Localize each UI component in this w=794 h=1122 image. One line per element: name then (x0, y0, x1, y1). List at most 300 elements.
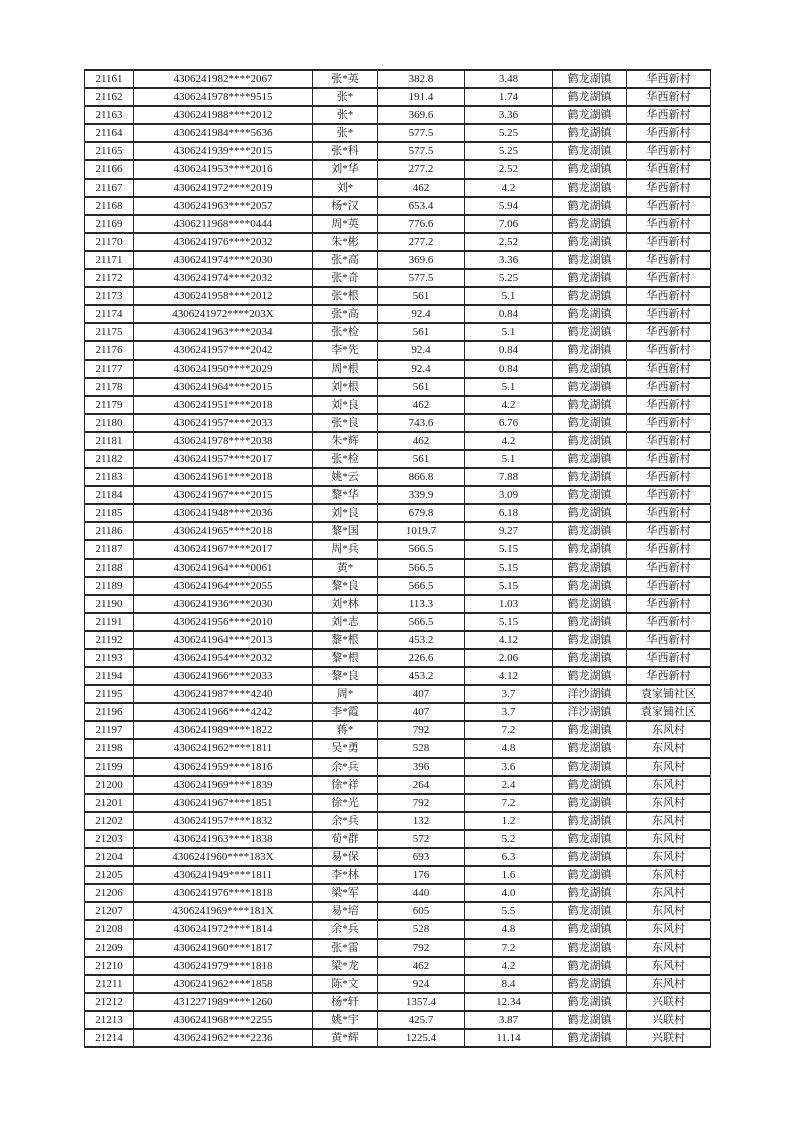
cell-area: 2.52 (465, 160, 553, 178)
cell-name: 易*保 (313, 848, 378, 866)
cell-id-number: 4306241958****2012 (134, 287, 313, 305)
cell-area: 4.8 (465, 920, 553, 938)
cell-village: 东风村 (627, 884, 711, 902)
cell-village: 兴联村 (627, 1029, 711, 1047)
cell-serial-no: 21181 (85, 432, 134, 450)
table-row (85, 794, 711, 812)
cell-town: 鹤龙湖镇 (553, 920, 627, 938)
cell-village: 华西新村 (627, 70, 711, 88)
cell-serial-no: 21203 (85, 830, 134, 848)
cell-serial-no: 21195 (85, 685, 134, 703)
cell-id-number: 4306241968****2255 (134, 1011, 313, 1029)
cell-name: 周* (313, 685, 378, 703)
table-row (85, 975, 711, 993)
cell-amount: 866.8 (378, 468, 465, 486)
table-row (85, 703, 711, 721)
cell-name: 黄* (313, 559, 378, 577)
cell-name: 易*培 (313, 902, 378, 920)
table-row (85, 776, 711, 794)
cell-area: 5.94 (465, 197, 553, 215)
cell-amount: 92.4 (378, 360, 465, 378)
cell-amount: 462 (378, 179, 465, 197)
cell-serial-no: 21178 (85, 378, 134, 396)
cell-id-number: 4306241963****1838 (134, 830, 313, 848)
cell-amount: 191.4 (378, 88, 465, 106)
cell-amount: 924 (378, 975, 465, 993)
cell-area: 5.1 (465, 287, 553, 305)
cell-serial-no: 21168 (85, 197, 134, 215)
cell-amount: 561 (378, 450, 465, 468)
cell-amount: 561 (378, 323, 465, 341)
cell-area: 4.2 (465, 432, 553, 450)
cell-serial-no: 21186 (85, 522, 134, 540)
cell-id-number: 4306241962****1858 (134, 975, 313, 993)
cell-amount: 462 (378, 957, 465, 975)
cell-area: 2.06 (465, 649, 553, 667)
cell-name: 徐*光 (313, 794, 378, 812)
cell-serial-no: 21210 (85, 957, 134, 975)
cell-name: 周*根 (313, 360, 378, 378)
table-row (85, 830, 711, 848)
cell-area: 7.2 (465, 721, 553, 739)
cell-village: 华西新村 (627, 432, 711, 450)
cell-amount: 132 (378, 812, 465, 830)
cell-amount: 561 (378, 378, 465, 396)
cell-id-number: 4306241987****4240 (134, 685, 313, 703)
cell-village: 华西新村 (627, 142, 711, 160)
table-row (85, 812, 711, 830)
cell-amount: 176 (378, 866, 465, 884)
cell-id-number: 4306241979****1818 (134, 957, 313, 975)
cell-name: 李*林 (313, 866, 378, 884)
cell-village: 东风村 (627, 830, 711, 848)
cell-area: 3.36 (465, 106, 553, 124)
cell-village: 东风村 (627, 721, 711, 739)
cell-town: 鹤龙湖镇 (553, 758, 627, 776)
cell-village: 华西新村 (627, 251, 711, 269)
cell-serial-no: 21185 (85, 504, 134, 522)
cell-name: 姚*宇 (313, 1011, 378, 1029)
cell-village: 华西新村 (627, 468, 711, 486)
table-row (85, 88, 711, 106)
cell-town: 鹤龙湖镇 (553, 957, 627, 975)
cell-serial-no: 21169 (85, 215, 134, 233)
table-row (85, 341, 711, 359)
cell-town: 鹤龙湖镇 (553, 142, 627, 160)
cell-name: 黎*良 (313, 667, 378, 685)
cell-serial-no: 21175 (85, 323, 134, 341)
cell-area: 4.12 (465, 631, 553, 649)
cell-village: 华西新村 (627, 323, 711, 341)
cell-village: 华西新村 (627, 215, 711, 233)
cell-amount: 453.2 (378, 667, 465, 685)
cell-name: 陈*文 (313, 975, 378, 993)
cell-id-number: 4306241950****2029 (134, 360, 313, 378)
cell-serial-no: 21206 (85, 884, 134, 902)
cell-area: 5.15 (465, 577, 553, 595)
cell-id-number: 4306241963****2034 (134, 323, 313, 341)
table-row (85, 269, 711, 287)
cell-id-number: 4306241964****2013 (134, 631, 313, 649)
cell-amount: 277.2 (378, 160, 465, 178)
table-row (85, 721, 711, 739)
cell-amount: 440 (378, 884, 465, 902)
table-row (85, 884, 711, 902)
cell-serial-no: 21192 (85, 631, 134, 649)
cell-amount: 776.6 (378, 215, 465, 233)
cell-village: 华西新村 (627, 667, 711, 685)
cell-amount: 792 (378, 721, 465, 739)
cell-serial-no: 21187 (85, 540, 134, 558)
cell-serial-no: 21170 (85, 233, 134, 251)
cell-name: 黎*良 (313, 577, 378, 595)
cell-amount: 679.8 (378, 504, 465, 522)
cell-name: 黎*国 (313, 522, 378, 540)
cell-town: 鹤龙湖镇 (553, 577, 627, 595)
cell-amount: 226.6 (378, 649, 465, 667)
cell-area: 5.15 (465, 559, 553, 577)
cell-id-number: 4312271989****1260 (134, 993, 313, 1011)
cell-serial-no: 21161 (85, 70, 134, 88)
cell-area: 7.2 (465, 794, 553, 812)
cell-id-number: 4306241957****2017 (134, 450, 313, 468)
cell-amount: 92.4 (378, 341, 465, 359)
cell-area: 0.84 (465, 360, 553, 378)
cell-village: 东风村 (627, 739, 711, 757)
table-row (85, 577, 711, 595)
cell-village: 华西新村 (627, 360, 711, 378)
cell-name: 刘*志 (313, 613, 378, 631)
cell-name: 刘*华 (313, 160, 378, 178)
cell-area: 3.6 (465, 758, 553, 776)
cell-area: 4.8 (465, 739, 553, 757)
cell-area: 1.74 (465, 88, 553, 106)
cell-serial-no: 21182 (85, 450, 134, 468)
table-row (85, 649, 711, 667)
cell-area: 2.52 (465, 233, 553, 251)
cell-town: 鹤龙湖镇 (553, 522, 627, 540)
cell-amount: 566.5 (378, 613, 465, 631)
cell-area: 5.1 (465, 323, 553, 341)
cell-name: 梁*龙 (313, 957, 378, 975)
cell-serial-no: 21204 (85, 848, 134, 866)
cell-amount: 566.5 (378, 540, 465, 558)
cell-amount: 653.4 (378, 197, 465, 215)
cell-amount: 577.5 (378, 269, 465, 287)
cell-village: 兴联村 (627, 993, 711, 1011)
cell-serial-no: 21164 (85, 124, 134, 142)
cell-amount: 339.9 (378, 486, 465, 504)
cell-town: 鹤龙湖镇 (553, 848, 627, 866)
cell-id-number: 4306211968****0444 (134, 215, 313, 233)
cell-village: 华西新村 (627, 233, 711, 251)
table-row (85, 251, 711, 269)
cell-village: 东风村 (627, 866, 711, 884)
cell-village: 袁家铺社区 (627, 703, 711, 721)
table-row (85, 848, 711, 866)
cell-id-number: 4306241936****2030 (134, 595, 313, 613)
cell-village: 华西新村 (627, 341, 711, 359)
cell-name: 蒋* (313, 721, 378, 739)
cell-village: 华西新村 (627, 595, 711, 613)
cell-village: 东风村 (627, 812, 711, 830)
cell-id-number: 4306241957****1832 (134, 812, 313, 830)
cell-name: 余*兵 (313, 920, 378, 938)
cell-town: 鹤龙湖镇 (553, 179, 627, 197)
cell-name: 张*高 (313, 305, 378, 323)
table-row (85, 667, 711, 685)
cell-name: 余*兵 (313, 812, 378, 830)
cell-id-number: 4306241966****4242 (134, 703, 313, 721)
table-row (85, 450, 711, 468)
cell-serial-no: 21171 (85, 251, 134, 269)
cell-serial-no: 21162 (85, 88, 134, 106)
cell-village: 华西新村 (627, 559, 711, 577)
cell-village: 华西新村 (627, 305, 711, 323)
table-row (85, 233, 711, 251)
cell-area: 6.76 (465, 414, 553, 432)
cell-town: 鹤龙湖镇 (553, 613, 627, 631)
cell-area: 7.06 (465, 215, 553, 233)
table-row (85, 160, 711, 178)
table-row (85, 179, 711, 197)
cell-name: 周*兵 (313, 540, 378, 558)
cell-town: 鹤龙湖镇 (553, 450, 627, 468)
cell-amount: 577.5 (378, 142, 465, 160)
table-row (85, 920, 711, 938)
cell-area: 5.25 (465, 269, 553, 287)
cell-amount: 566.5 (378, 559, 465, 577)
cell-name: 张* (313, 124, 378, 142)
table-row (85, 595, 711, 613)
cell-area: 8.4 (465, 975, 553, 993)
cell-area: 4.2 (465, 957, 553, 975)
cell-serial-no: 21166 (85, 160, 134, 178)
cell-name: 张* (313, 88, 378, 106)
cell-village: 华西新村 (627, 522, 711, 540)
cell-id-number: 4306241951****2018 (134, 396, 313, 414)
cell-id-number: 4306241939****2015 (134, 142, 313, 160)
cell-serial-no: 21205 (85, 866, 134, 884)
table-row (85, 414, 711, 432)
cell-name: 张* (313, 106, 378, 124)
cell-amount: 92.4 (378, 305, 465, 323)
cell-town: 鹤龙湖镇 (553, 739, 627, 757)
cell-area: 3.87 (465, 1011, 553, 1029)
cell-serial-no: 21190 (85, 595, 134, 613)
cell-area: 7.88 (465, 468, 553, 486)
cell-amount: 743.6 (378, 414, 465, 432)
cell-id-number: 4306241976****1818 (134, 884, 313, 902)
cell-name: 张*奇 (313, 269, 378, 287)
cell-village: 华西新村 (627, 450, 711, 468)
cell-town: 鹤龙湖镇 (553, 414, 627, 432)
cell-area: 6.3 (465, 848, 553, 866)
cell-id-number: 4306241978****9515 (134, 88, 313, 106)
cell-village: 华西新村 (627, 269, 711, 287)
cell-serial-no: 21194 (85, 667, 134, 685)
cell-serial-no: 21200 (85, 776, 134, 794)
beneficiary-table (84, 69, 711, 1048)
beneficiary-table-body (85, 70, 711, 1047)
cell-area: 3.36 (465, 251, 553, 269)
cell-name: 徐*祥 (313, 776, 378, 794)
cell-town: 鹤龙湖镇 (553, 432, 627, 450)
cell-village: 华西新村 (627, 414, 711, 432)
cell-amount: 528 (378, 920, 465, 938)
cell-area: 3.7 (465, 685, 553, 703)
cell-name: 刘*林 (313, 595, 378, 613)
cell-town: 鹤龙湖镇 (553, 360, 627, 378)
cell-town: 鹤龙湖镇 (553, 287, 627, 305)
cell-id-number: 4306241957****2042 (134, 341, 313, 359)
cell-name: 张*检 (313, 323, 378, 341)
cell-village: 东风村 (627, 794, 711, 812)
cell-id-number: 4306241972****203X (134, 305, 313, 323)
cell-village: 华西新村 (627, 396, 711, 414)
cell-serial-no: 21208 (85, 920, 134, 938)
cell-area: 5.25 (465, 142, 553, 160)
cell-serial-no: 21177 (85, 360, 134, 378)
cell-id-number: 4306241953****2016 (134, 160, 313, 178)
cell-village: 华西新村 (627, 88, 711, 106)
table-row (85, 124, 711, 142)
cell-town: 鹤龙湖镇 (553, 721, 627, 739)
cell-town: 鹤龙湖镇 (553, 70, 627, 88)
cell-area: 4.0 (465, 884, 553, 902)
cell-id-number: 4306241984****5636 (134, 124, 313, 142)
cell-town: 鹤龙湖镇 (553, 649, 627, 667)
cell-id-number: 4306241964****2015 (134, 378, 313, 396)
cell-name: 姚*云 (313, 468, 378, 486)
cell-id-number: 4306241982****2067 (134, 70, 313, 88)
table-row (85, 70, 711, 88)
cell-town: 洋沙湖镇 (553, 685, 627, 703)
cell-id-number: 4306241967****2015 (134, 486, 313, 504)
cell-village: 华西新村 (627, 613, 711, 631)
cell-town: 鹤龙湖镇 (553, 486, 627, 504)
table-row (85, 522, 711, 540)
cell-area: 5.15 (465, 540, 553, 558)
table-row (85, 939, 711, 957)
cell-name: 黎*根 (313, 649, 378, 667)
cell-area: 1.03 (465, 595, 553, 613)
cell-name: 刘* (313, 179, 378, 197)
cell-town: 鹤龙湖镇 (553, 378, 627, 396)
cell-name: 张*高 (313, 251, 378, 269)
cell-town: 鹤龙湖镇 (553, 631, 627, 649)
cell-id-number: 4306241969****1839 (134, 776, 313, 794)
cell-town: 鹤龙湖镇 (553, 1029, 627, 1047)
cell-serial-no: 21212 (85, 993, 134, 1011)
cell-town: 鹤龙湖镇 (553, 902, 627, 920)
cell-id-number: 4306241989****1822 (134, 721, 313, 739)
cell-name: 刘*良 (313, 504, 378, 522)
cell-name: 荀*群 (313, 830, 378, 848)
cell-serial-no: 21213 (85, 1011, 134, 1029)
cell-id-number: 4306241959****1816 (134, 758, 313, 776)
table-row (85, 215, 711, 233)
table-row (85, 866, 711, 884)
cell-id-number: 4306241988****2012 (134, 106, 313, 124)
cell-town: 鹤龙湖镇 (553, 993, 627, 1011)
cell-village: 东风村 (627, 758, 711, 776)
cell-id-number: 4306241969****181X (134, 902, 313, 920)
cell-town: 鹤龙湖镇 (553, 251, 627, 269)
cell-name: 黎*华 (313, 486, 378, 504)
cell-amount: 453.2 (378, 631, 465, 649)
cell-town: 鹤龙湖镇 (553, 215, 627, 233)
cell-serial-no: 21167 (85, 179, 134, 197)
table-row (85, 106, 711, 124)
cell-village: 东风村 (627, 939, 711, 957)
cell-serial-no: 21207 (85, 902, 134, 920)
cell-village: 华西新村 (627, 106, 711, 124)
cell-name: 朱*彬 (313, 233, 378, 251)
cell-serial-no: 21180 (85, 414, 134, 432)
cell-amount: 792 (378, 794, 465, 812)
cell-id-number: 4306241948****2036 (134, 504, 313, 522)
cell-amount: 605 (378, 902, 465, 920)
cell-village: 华西新村 (627, 540, 711, 558)
cell-town: 鹤龙湖镇 (553, 106, 627, 124)
table-row (85, 902, 711, 920)
cell-area: 0.84 (465, 305, 553, 323)
cell-name: 张*雷 (313, 939, 378, 957)
cell-village: 兴联村 (627, 1011, 711, 1029)
table-row (85, 360, 711, 378)
cell-amount: 1225.4 (378, 1029, 465, 1047)
cell-amount: 264 (378, 776, 465, 794)
cell-amount: 369.6 (378, 106, 465, 124)
cell-id-number: 4306241964****2055 (134, 577, 313, 595)
cell-area: 12.34 (465, 993, 553, 1011)
cell-area: 5.25 (465, 124, 553, 142)
cell-id-number: 4306241960****183X (134, 848, 313, 866)
cell-serial-no: 21193 (85, 649, 134, 667)
cell-area: 0.84 (465, 341, 553, 359)
cell-town: 鹤龙湖镇 (553, 939, 627, 957)
cell-town: 鹤龙湖镇 (553, 1011, 627, 1029)
table-row (85, 685, 711, 703)
cell-serial-no: 21172 (85, 269, 134, 287)
cell-town: 鹤龙湖镇 (553, 884, 627, 902)
cell-village: 东风村 (627, 902, 711, 920)
cell-name: 张*科 (313, 142, 378, 160)
cell-area: 5.1 (465, 450, 553, 468)
cell-id-number: 4306241974****2032 (134, 269, 313, 287)
cell-village: 东风村 (627, 957, 711, 975)
cell-area: 9.27 (465, 522, 553, 540)
cell-serial-no: 21196 (85, 703, 134, 721)
cell-village: 袁家铺社区 (627, 685, 711, 703)
cell-amount: 693 (378, 848, 465, 866)
cell-id-number: 4306241966****2033 (134, 667, 313, 685)
cell-amount: 577.5 (378, 124, 465, 142)
cell-serial-no: 21163 (85, 106, 134, 124)
cell-amount: 396 (378, 758, 465, 776)
cell-name: 吴*勇 (313, 739, 378, 757)
table-row (85, 287, 711, 305)
cell-town: 鹤龙湖镇 (553, 540, 627, 558)
cell-name: 李*霞 (313, 703, 378, 721)
table-row (85, 323, 711, 341)
cell-serial-no: 21165 (85, 142, 134, 160)
cell-town: 鹤龙湖镇 (553, 595, 627, 613)
cell-id-number: 4306241974****2030 (134, 251, 313, 269)
table-row (85, 613, 711, 631)
cell-id-number: 4306241963****2057 (134, 197, 313, 215)
